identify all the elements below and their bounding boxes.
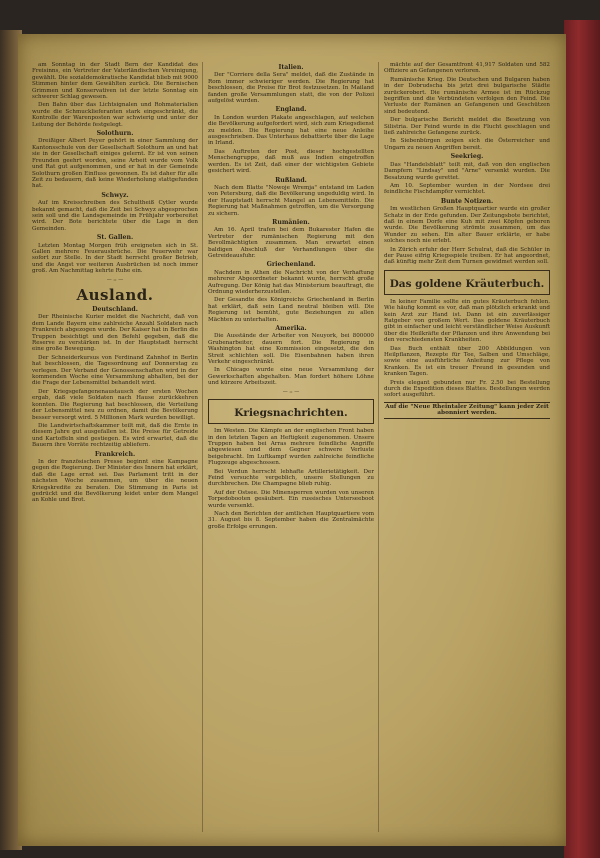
book-spine-right <box>564 20 600 858</box>
paragraph: Das Buch enthält über 200 Abbildungen von Heilpflanzen, Rezepte für Tee, Salben und Umschläge, sowie eine ausführliche Anleitung zur Pflege von Kranken. Es ist ein treuer Freund in gesunden und kranken Tagen. <box>384 345 550 378</box>
column-2 <box>208 62 374 832</box>
section-heading: Rußland. <box>275 176 307 184</box>
paragraph: Im Westen. Die Kämpfe an der englischen Front haben in den letzten Tagen an Heftigkeit zugenommen. Unsere Truppen haben bei Arras mehrere feindliche Angriffe abgewiesen und dem Gegner schwere Verluste beigebracht. Im Luftkampf wurden zahlreiche feindliche Flugzeuge abgeschossen. <box>208 428 374 467</box>
paragraph: Der Rheinische Kurier meldet die Nachricht, daß von dem Lande Bayern eine zahlreiche Anzahl Soldaten nach Frankreich abgezogen wurde. Der Kaiser hat in Berlin die Truppen besichtigt und den Befehl gegeben, daß die Reserve zu verstärken ist. In der Hauptstadt herrscht eine große Bewegung. <box>32 314 198 353</box>
column-rule <box>202 62 203 832</box>
separator: — :: — <box>282 388 300 395</box>
section-heading: England. <box>275 106 307 114</box>
section-heading: Amerika. <box>275 325 307 333</box>
paragraph: In der französischen Presse beginnt eine Kampagne gegen die Regierung. Der Minister des Innern hat erklärt, daß die Lage ernst sei. Das Parlament tritt in der nächsten Woche zusammen, um über die neuen Kriegskredite zu beraten. Die Stimmung in Paris ist gedrückt und die Bevölkerung leidet unter dem Mangel an Kohle und Brot. <box>32 458 198 504</box>
paragraph: Dreißiger Albert Peyer gehört in einer Sammlung der Kantonsschule von der Gesellschaft Solothurn an und hat sie in der Gesellschaft einiges gelernt. Er ist von seinen Freunden geehrt worden, seine Arbeit wurde vom Volk und Rat gut aufgenommen, und er hat in der Gemeinde Solothurn großen Einfluss gewonnen. Es ist daher für alle Zeit zu bedauern, daß keine Wiederholung stattgefunden hat. <box>32 138 198 190</box>
newspaper-page <box>18 34 566 846</box>
section-heading: Seekrieg. <box>450 153 484 161</box>
subscription-note: Auf die "Neue Rheintaler Zeitung" kann jeder Zeit abonniert werden. <box>384 402 550 419</box>
paragraph: In keiner Familie sollte ein gutes Kräuterbuch fehlen. Wie häufig kommt es vor, daß man plötzlich erkrankt und kein Arzt zur Hand ist. Dann ist ein zuverlässiger Ratgeber von großem Wert. Das goldene Kräuterbuch gibt in einfacher und leicht verständlicher Weise Auskunft über die Heilkräfte der Pflanzen und ihre Anwendung bei den verschiedensten Krankheiten. <box>384 298 550 344</box>
headline-kraeuterbuch: Das goldene Kräuterbuch. <box>389 277 545 290</box>
section-heading: Bunte Notizen. <box>440 197 494 205</box>
paragraph: Das "Handelsblatt" teilt mit, daß von den englischen Dampfern "Lindsay" und "Arne" versenkt wurden. Die Besatzung wurde gerettet. <box>384 161 550 181</box>
paragraph: Der Kriegsgefangenenaustausch der ersten Wochen ergab, daß viele Soldaten nach Hause zurückkehren konnten. Die Regierung hat beschlossen, die Verteilung der Lebensmittel neu zu ordnen, damit die Bevölkerung besser versorgt wird. 5 Millionen Mark wurden bewilligt. <box>32 388 198 421</box>
paragraph: mächte auf der Gesamtfront 41,917 Soldaten und 582 Offiziere an Gefangenen verloren. <box>384 62 550 75</box>
paragraph: Der Schneiderkursus von Ferdinand Zahnhof in Berlin hat beschlossen, die Tagesordnung auf Donnerstag zu verlegen. Der Verband der Genossenschaften wird in der kommenden Woche eine Versammlung abhalten, bei der die Frage der Lebensmittel behandelt wird. <box>32 354 198 387</box>
paragraph: Auf im Kreisschreiben des Schultheiß Cytler wurde bekannt gemacht, daß die Zeit bei Schwyz abgesprochen sein soll und die Landsgemeinde im Frühjahr vorbereitet wird. Der Bote berichtete über die Lage in den Gemeinden. <box>32 200 198 232</box>
separator: — :: — <box>106 276 124 283</box>
paragraph: Auf der Ostsee. Die Minensperren wurden von unseren Torpedobooten gesäubert. Ein russisches Unterseeboot wurde versenkt. <box>208 489 374 509</box>
paragraph: Nach dem Blatte "Nowoje Wremja" entstand im Laden von Petersburg, daß die Bevölkerung ungeduldig wird. In der Hauptstadt herrscht Mangel an Lebensmitteln. Die Regierung hat Maßnahmen getroffen, um die Versorgung zu sichern. <box>208 184 374 217</box>
paragraph: Den Bahn über das Lichtsignalen und Rohmaterialien wurde die Schmucklieferanten stark eingeschränkt, die Kontrolle der Warenposten war schwierig und unter der Leitung der Behörde festgelegt. <box>32 102 198 128</box>
paragraph: Der Gesandte des Königreichs Griechenland in Berlin hat erklärt, daß sein Land neutral bleiben will. Die Regierung ist bemüht, gute Beziehungen zu allen Mächten zu unterhalten. <box>208 297 374 323</box>
paragraph: In London wurden Plakate angeschlagen, auf welchen die Bevölkerung aufgefordert wird, sich zum Kriegsdienst zu melden. Die Regierung hat eine neue Anleihe ausgeschrieben. Das Unterhaus debattierte über die Lage in Irland. <box>208 114 374 147</box>
section-heading: Schwyz. <box>101 191 129 199</box>
section-heading: Italien. <box>278 64 304 71</box>
paragraph: am Sonntag in der Stadt Bern der Kandidat des Freisinns, ein Vertreter der Vaterländischen Vereinigung, gewählt. Die sozialdemokratische Kandidat blieb mit 9000 Stimmen hinter dem Gewählten zurück. Die Bernischen Grimmen und Konservativen ist der letzte Sonntag ein schwerer Schlag gewesen. <box>32 62 198 101</box>
paragraph: Am 10. September wurden in der Nordsee drei feindliche Fischdampfer vernichtet. <box>384 182 550 196</box>
section-heading: Solothurn. <box>96 130 134 138</box>
column-1 <box>32 62 198 832</box>
paragraph: Der bulgarische Bericht meldet die Besetzung von Silistria. Der Feind wurde in die Flucht geschlagen und ließ zahlreiche Gefangene zurück. <box>384 117 550 137</box>
paragraph: In Chicago wurde eine neue Versammlung der Gewerkschaften abgehalten. Man fordert höhere Löhne und kürzere Arbeitszeit. <box>208 367 374 387</box>
paragraph: Preis elegant gebunden nur Fr. 2.50 bei Bestellung durch die Expedition dieses Blattes. Bestellungen werden sofort ausgeführt. <box>384 379 550 399</box>
paragraph: In Zürich erfuhr der Herr Schulrat, daß die Schüler in der Pause eifrig Kriegsspiele treiben. Er hat angeordnet, daß künftig mehr Zeit dem Turnen gewidmet werden soll. <box>384 246 550 266</box>
paragraph: Die Landwirtschaftskammer teilt mit, daß die Ernte in diesem Jahre gut ausgefallen ist. Die Preise für Getreide und Kartoffeln sind gestiegen. Es wird erwartet, daß die Bauern ihre Vorräte rechtzeitig abliefern. <box>32 422 198 449</box>
paragraph: Die Ausstände der Arbeiter von Neuyork, bei 800000 Grubenarbeiter, dauern fort. Die Regierung in Washington hat eine Kommission eingesetzt, die den Streit schlichten soll. Die Eisenbahnen haben ihren Verkehr eingeschränkt. <box>208 333 374 366</box>
section-heading: Rumänien. <box>272 218 310 226</box>
paragraph: Rumänische Krieg. Die Deutschen und Bulgaren haben in der Dobrudscha bis jetzt drei bulgarische Städte zurückerobert. Die rumänische Armee ist im Rückzug begriffen und die Verbündeten verfolgen den Feind. Die Verluste der Rumänen an Gefangenen und Geschützen sind bedeutend. <box>384 76 550 115</box>
headline-kriegsnachrichten: Kriegsnachrichten. <box>234 407 348 420</box>
section-heading: Deutschland. <box>92 306 138 313</box>
paragraph: Letzten Montag Morgen früh ereigneten sich in St. Gallen mehrere Feuerausbrüche. Die Feuerwehr war sofort zur Stelle. In der Stadt herrscht großer Betrieb, und die Angst vor weiteren Ausbrüchen ist noch immer groß. Am Nachmittag kehrte Ruhe ein. <box>32 242 198 275</box>
section-heading: St. Gallen. <box>96 234 134 242</box>
paragraph: Am 16. April trafen bei dem Bukarester Hafen die Vertreter der rumänischen Regierung mit den Bevollmächtigten zusammen. Man erwartet einen baldigen Abschluß der Verhandlungen über die Getreideausfuhr. <box>208 227 374 259</box>
paragraph: Der "Corriere della Sera" meldet, daß die Zustände in Rom immer schwieriger werden. Die Regierung hat beschlossen, die Preise für Brot festzusetzen. In Mailand fanden große Versammlungen statt, die von der Polizei aufgelöst wurden. <box>208 72 374 105</box>
headline-ausland: Ausland. <box>76 286 154 304</box>
paragraph: Nach den Berichten der amtlichen Hauptquartiere vom 31. August bis 8. September haben die Zentralmächte große Erfolge errungen. <box>208 510 374 530</box>
paragraph: In Siebenbürgen zeigen sich die Österreicher und Ungarn zu neuen Angriffen bereit. <box>384 138 550 151</box>
paragraph: Im westlichen Großen Hauptquartier wurde ein großer Schatz in der Erde gefunden. Der Zeitungsbote berichtet, daß in einem Dorfe eine Kuh mit zwei Köpfen geboren wurde. Die Bevölkerung strömte zusammen, um das Wunder zu sehen. Ein alter Bauer erklärte, er habe solches noch nie erlebt. <box>384 206 550 245</box>
column-3 <box>384 62 550 832</box>
paragraph: Das Auftreten der Post, dieser hochgestellten Menschengruppe, daß muß aus Indien eingetroffen werden. Es ist Zeit, daß einer der wichtigsten Gebiete gesichert wird. <box>208 148 374 175</box>
section-heading: Frankreich. <box>94 450 136 458</box>
column-rule <box>378 62 379 832</box>
section-heading: Griechenland. <box>266 261 316 269</box>
paragraph: Bei Verdun herrscht lebhafte Artillerietätigkeit. Der Feind versuchte vergeblich, unsere Stellungen zu durchbrechen. Die Champagne blieb ruhig. <box>208 468 374 488</box>
paragraph: Nachdem in Athen die Nachricht von der Verhaftung mehrerer Abgeordneter bekannt wurde, herrscht große Aufregung. Der König hat das Ministerium beauftragt, die Ordnung wiederherzustellen. <box>208 269 374 295</box>
